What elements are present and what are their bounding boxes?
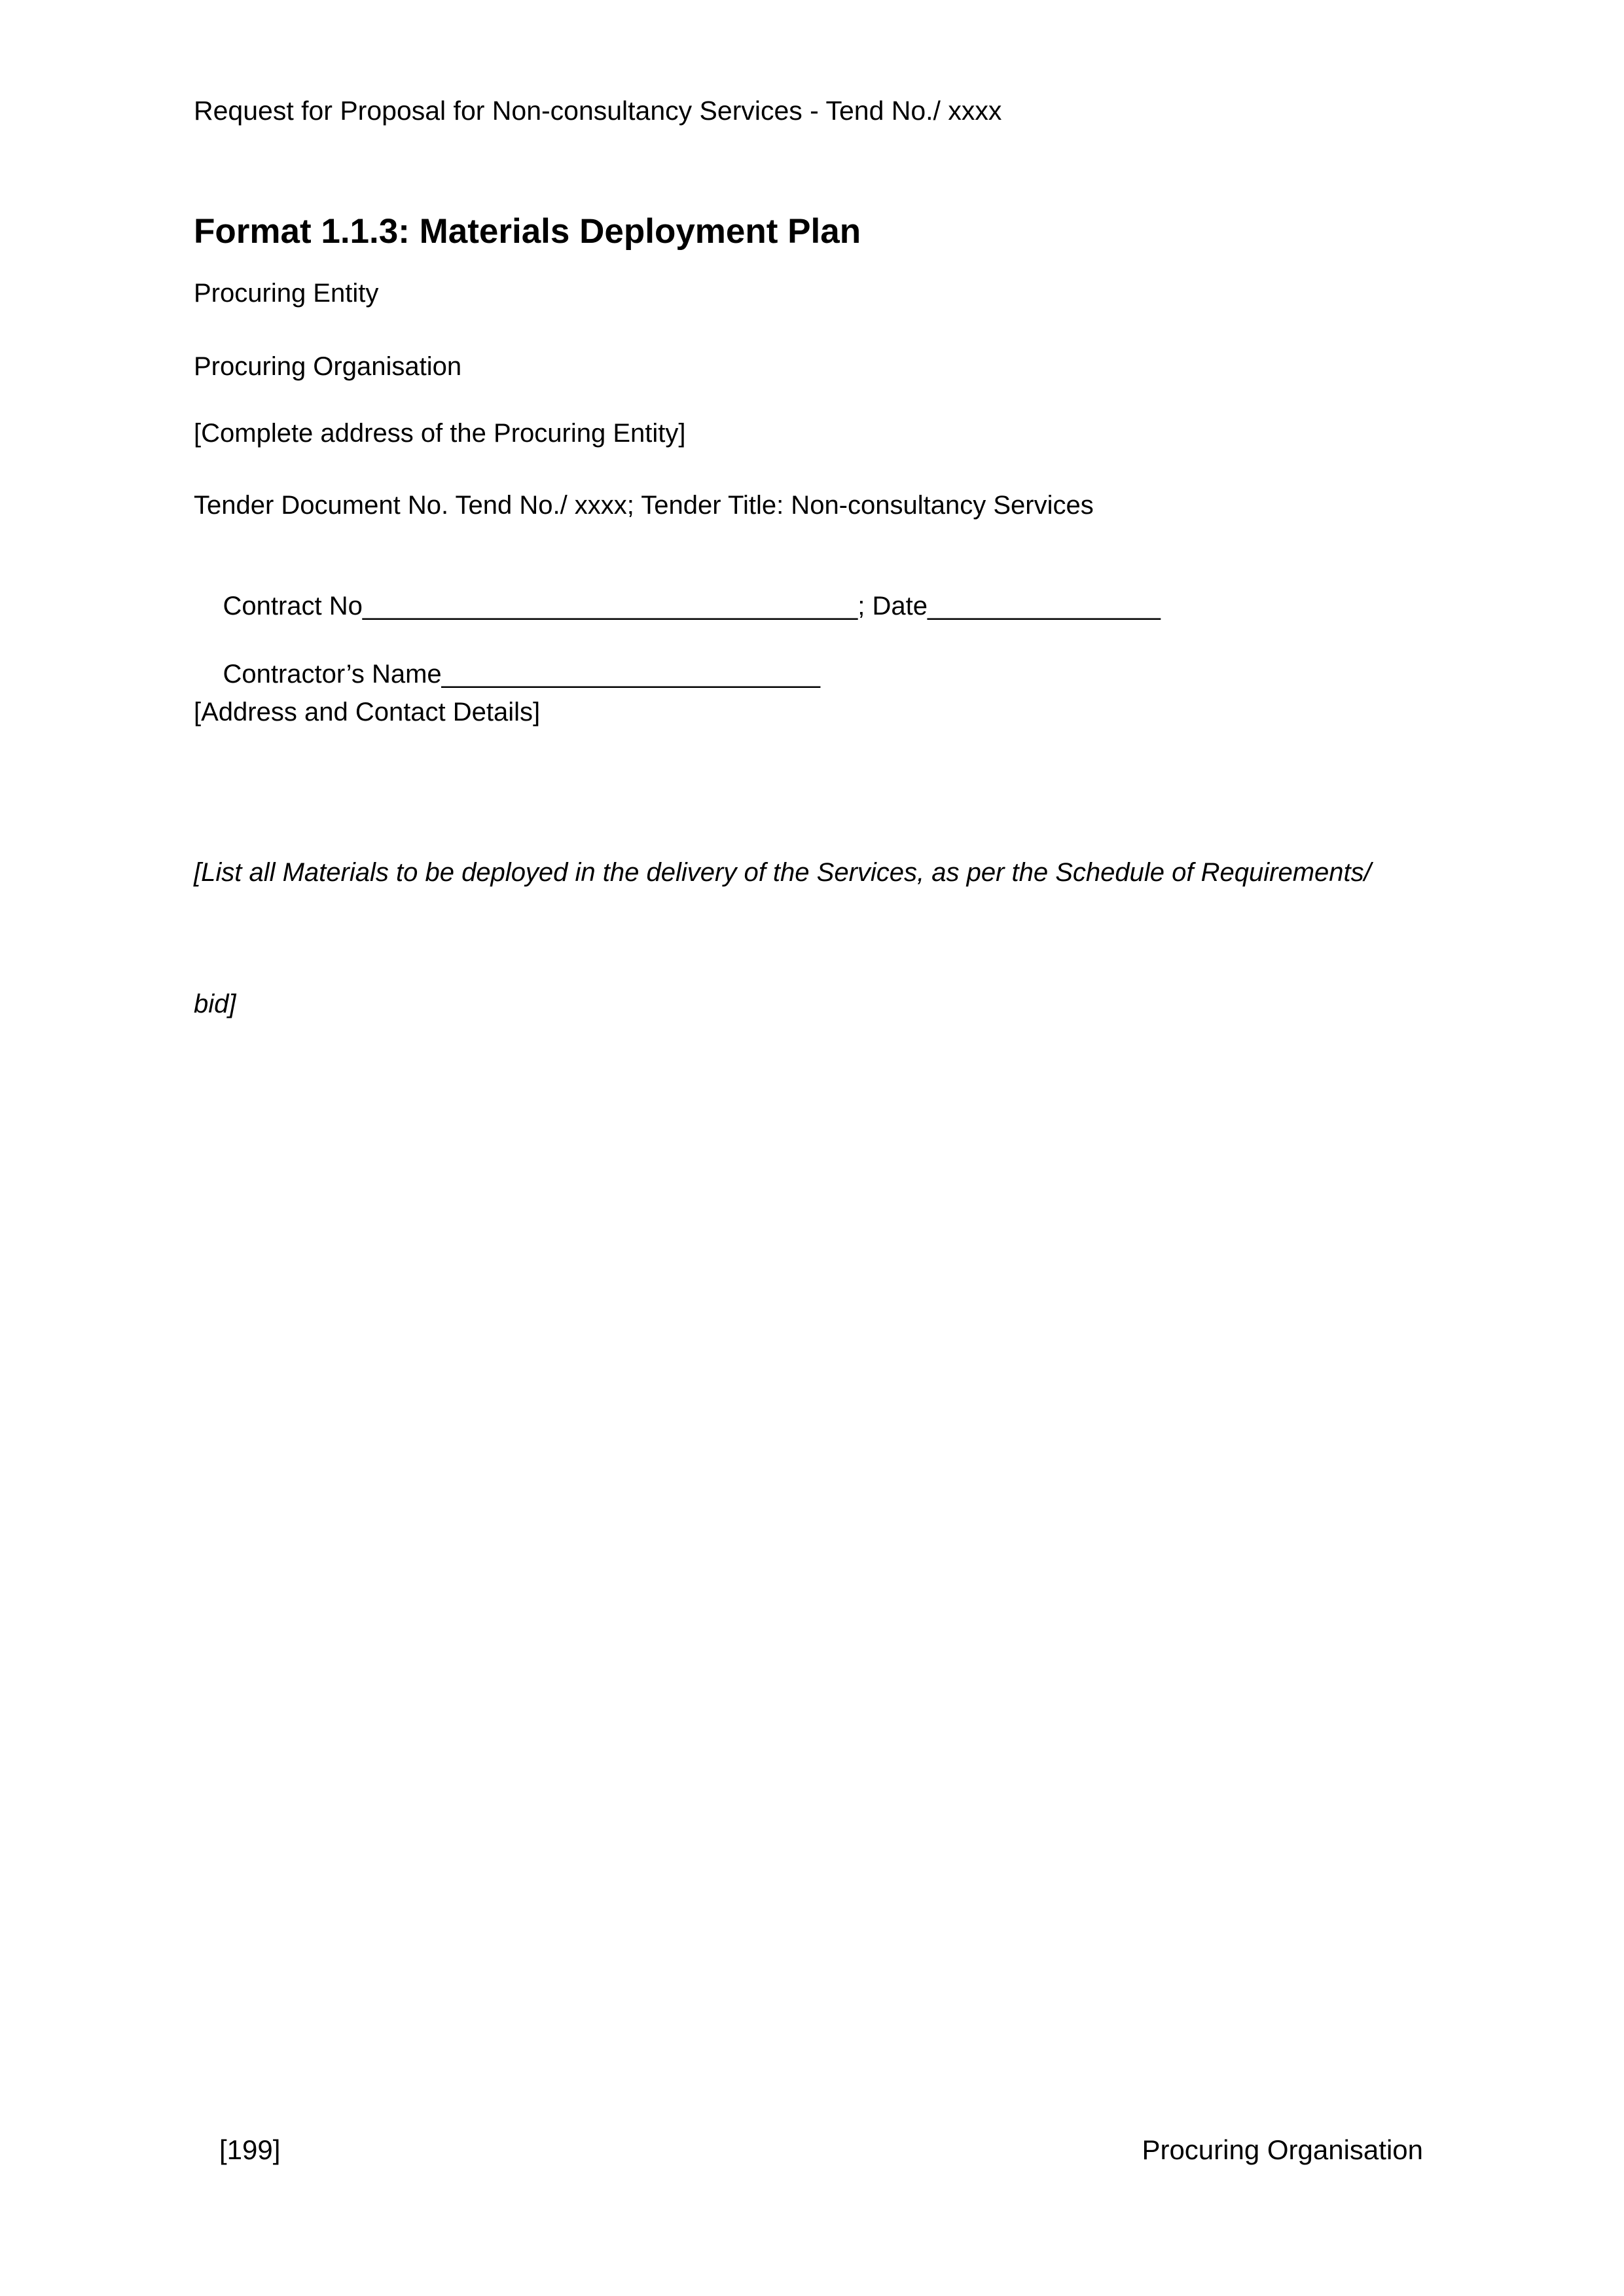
procuring-organisation-line: Procuring Organisation bbox=[194, 352, 462, 381]
contract-no-label: Contract No bbox=[223, 592, 363, 620]
date-blank-field: ________________ bbox=[927, 592, 1161, 620]
tender-document-line: Tender Document No. Tend No./ xxxx; Tender Title: Non-consultancy Services bbox=[194, 491, 1094, 520]
document-title: Format 1.1.3: Materials Deployment Plan bbox=[194, 212, 861, 251]
address-contact-details-placeholder: [Address and Contact Details] bbox=[194, 698, 541, 726]
materials-list-note-line2: bid] bbox=[194, 990, 236, 1018]
procuring-entity-line: Procuring Entity bbox=[194, 279, 379, 308]
footer-organisation-label: Procuring Organisation bbox=[1142, 2134, 1423, 2165]
contractor-name-label: Contractor’s Name bbox=[223, 660, 442, 689]
page-header: Request for Proposal for Non-consultancy Services - Tend No./ xxxx bbox=[194, 96, 1002, 126]
materials-list-note-line1: [List all Materials to be deployed in the delivery of the Services, as per the Schedule of Requirements/ bbox=[194, 858, 1371, 887]
footer-page-number: [199] bbox=[219, 2134, 281, 2165]
materials-list-note bbox=[194, 763, 1371, 1114]
contractor-name-blank-field: __________________________ bbox=[441, 660, 821, 689]
procuring-entity-address-placeholder: [Complete address of the Procuring Entity] bbox=[194, 419, 686, 448]
contract-no-blank-field: __________________________________ bbox=[362, 592, 858, 620]
date-label: ; Date bbox=[857, 592, 928, 620]
